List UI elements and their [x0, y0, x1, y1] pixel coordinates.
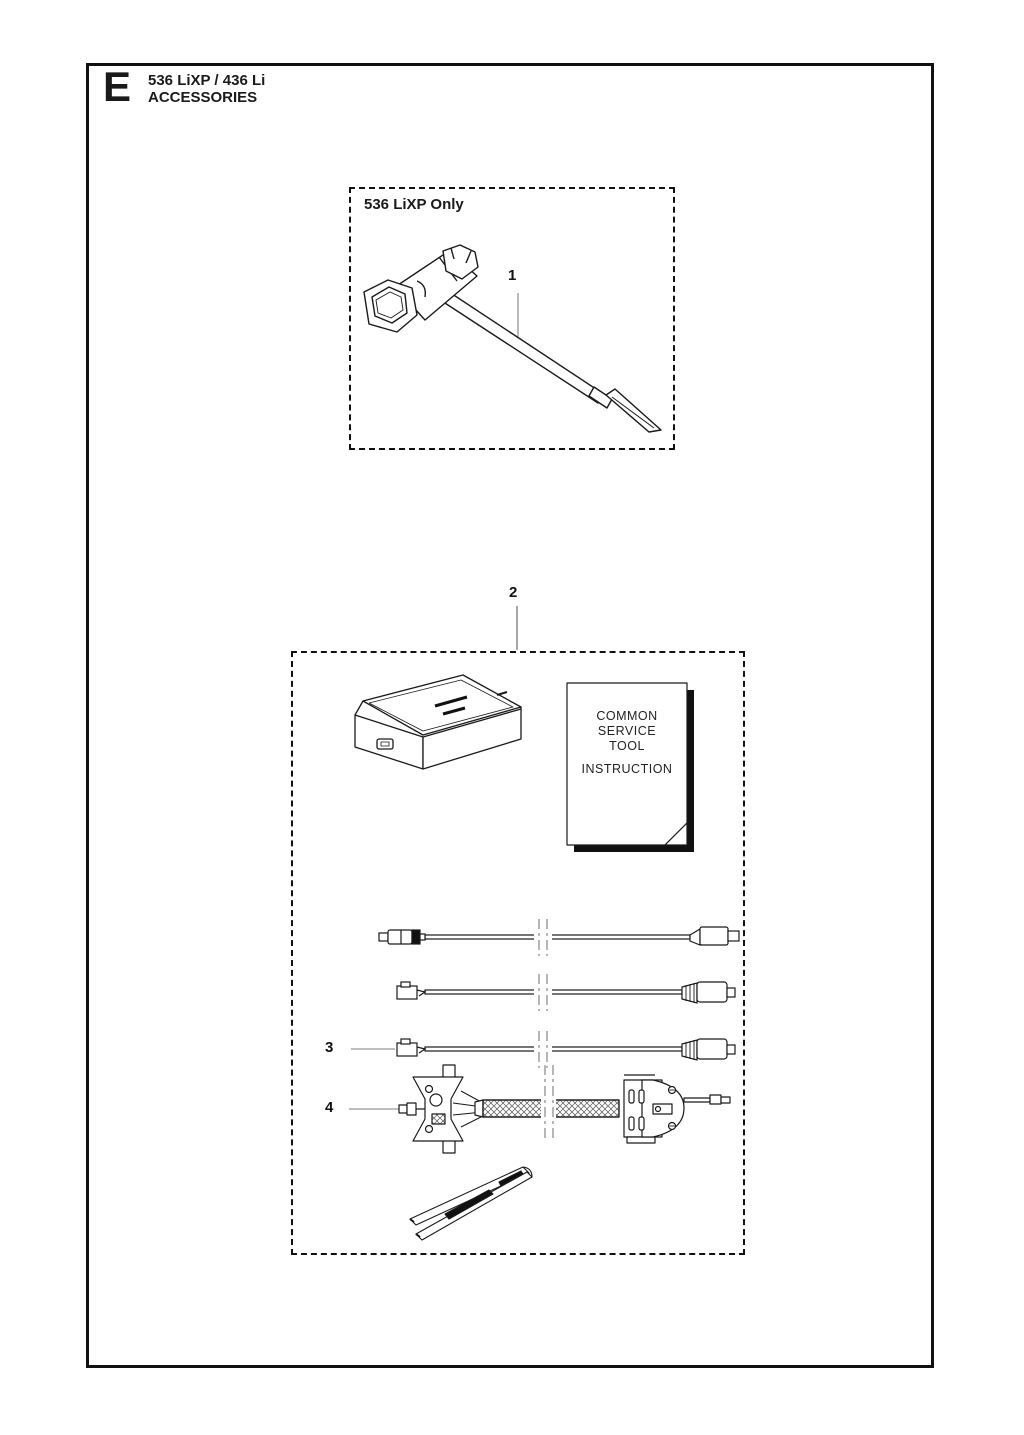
harness-drawing [349, 1065, 730, 1153]
callout-4: 4 [325, 1099, 334, 1116]
instruction-line-3: TOOL [609, 739, 645, 753]
tweezers-drawing [410, 1167, 532, 1240]
instruction-line-1: COMMON [596, 709, 658, 723]
combination-wrench-drawing [364, 245, 661, 432]
callout-1: 1 [508, 267, 517, 284]
lixp-only-box [349, 187, 675, 450]
page-title [148, 72, 265, 106]
callout-2-leader [516, 606, 518, 650]
diagnostic-tool-drawing [355, 675, 521, 769]
model-line: 536 LiXP / 436 Li [148, 72, 266, 89]
service-tool-box [291, 651, 745, 1255]
combination-wrench-figure [351, 189, 673, 448]
instruction-sheet-text [567, 709, 687, 777]
lixp-only-box-title: 536 LiXP Only [364, 196, 464, 213]
section-title: ACCESSORIES [148, 89, 258, 106]
instruction-line-2: SERVICE [597, 724, 657, 738]
test-cable-drawing [397, 974, 735, 1011]
section-letter: E [103, 63, 132, 110]
adapter-cable-drawing [379, 919, 739, 956]
test-cable-2-drawing [351, 1031, 735, 1068]
callout-3: 3 [325, 1039, 334, 1056]
callout-2: 2 [509, 584, 518, 601]
instruction-line-4: INSTRUCTION [581, 762, 673, 776]
